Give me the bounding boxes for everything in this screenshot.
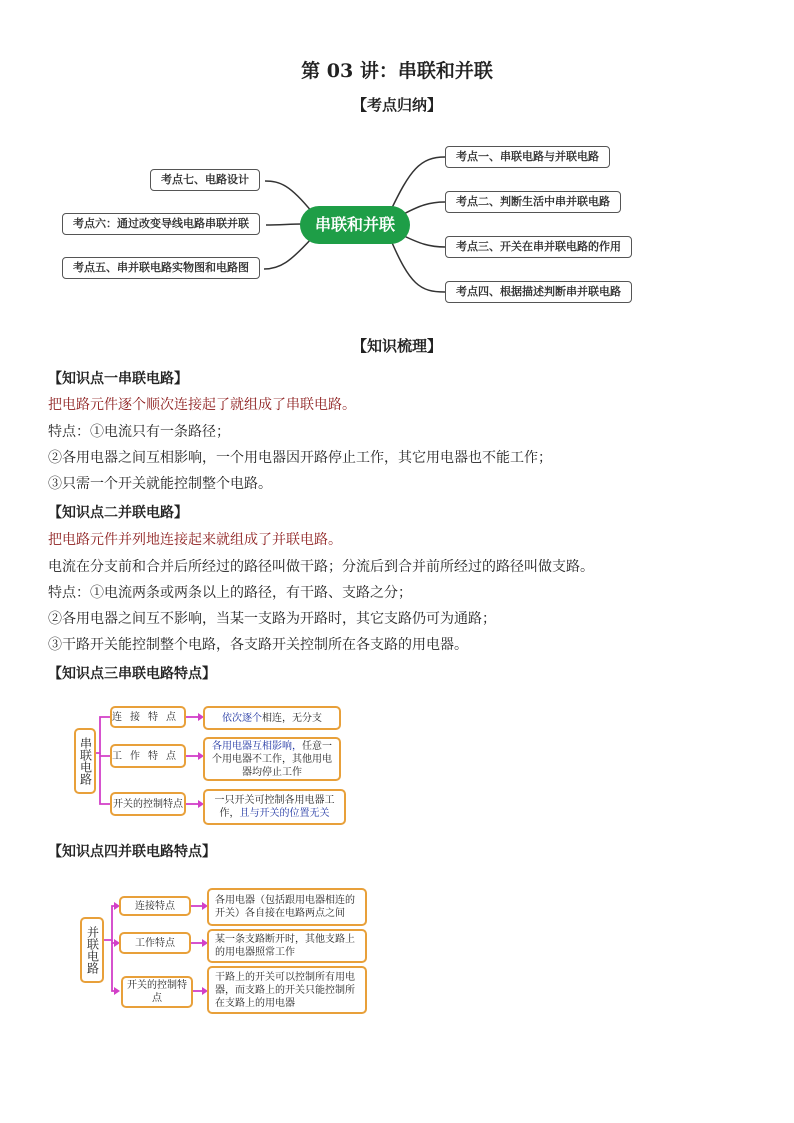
parallel-desc-connection: 各用电器（包括跟用电器相连的开关）各自接在电路两点之间 bbox=[207, 888, 367, 926]
mindmap-topic-2: 考点二、判断生活中串并联电路 bbox=[445, 191, 621, 213]
parallel-desc-work: 某一条支路断开时，其他支路上的用电器照常工作 bbox=[207, 929, 367, 963]
series-desc-connection: 依次逐个相连，无分支 bbox=[203, 706, 341, 730]
kp1-definition: 把电路元件逐个顺次连接起了就组成了串联电路。 bbox=[48, 397, 356, 413]
parallel-label-connection: 连接特点 bbox=[119, 896, 191, 916]
parallel-root: 并联电路 bbox=[80, 917, 104, 983]
kp1-heading: 【知识点一串联电路】 bbox=[48, 371, 188, 387]
series-desc-work: 各用电器互相影响，任意一个用电器不工作，其他用电器均停止工作 bbox=[203, 737, 341, 781]
section-heading-zhishi: 【知识梳理】 bbox=[351, 337, 442, 355]
connector-left-1 bbox=[265, 181, 312, 212]
series-label-connection: 连接特点 bbox=[110, 706, 186, 728]
kp2-line-4: ③干路开关能控制整个电路，各支路开关控制所在各支路的用电器。 bbox=[48, 637, 468, 653]
parallel-label-switch: 开关的控制特点 bbox=[121, 976, 193, 1008]
kp3-heading: 【知识点三串联电路特点】 bbox=[48, 666, 216, 682]
connector-left-2 bbox=[266, 224, 302, 225]
mindmap-connectors bbox=[0, 0, 794, 330]
kp2-definition: 把电路元件并列地连接起来就组成了并联电路。 bbox=[48, 532, 342, 548]
connector-right-3 bbox=[400, 234, 445, 247]
kp2-line-2: 特点：①电流两条或两条以上的路径，有干路、支路之分； bbox=[48, 585, 412, 601]
kp4-heading: 【知识点四并联电路特点】 bbox=[48, 844, 216, 860]
parallel-label-work: 工作特点 bbox=[119, 932, 191, 954]
kp2-line-1: 电流在分支前和合并后所经过的路径叫做干路；分流后到合并前所经过的路径叫做支路。 bbox=[48, 559, 594, 575]
kp1-line-3: ③只需一个开关就能控制整个电路。 bbox=[48, 476, 272, 492]
mindmap-topic-4: 考点四、根据描述判断串并联电路 bbox=[445, 281, 632, 303]
kp1-line-2: ②各用电器之间互相影响，一个用电器因开路停止工作，其它用电器也不能工作； bbox=[48, 450, 552, 466]
kp2-line-3: ②各用电器之间互不影响，当某一支路为开路时，其它支路仍可为通路； bbox=[48, 611, 496, 627]
series-root: 串联电路 bbox=[74, 728, 96, 794]
section-heading-kaodian: 【考点归纳】 bbox=[351, 96, 442, 114]
mindmap-topic-7: 考点七、电路设计 bbox=[150, 169, 260, 191]
mindmap-topic-5: 考点五、串并联电路实物图和电路图 bbox=[62, 257, 260, 279]
series-desc-switch: 一只开关可控制各用电器工作，且与开关的位置无关 bbox=[203, 789, 346, 825]
kp2-heading: 【知识点二并联电路】 bbox=[48, 505, 188, 521]
mindmap-topic-3: 考点三、开关在串并联电路的作用 bbox=[445, 236, 632, 258]
mindmap-topic-1: 考点一、串联电路与并联电路 bbox=[445, 146, 610, 168]
page-title: 第 03 讲：串联和并联 bbox=[301, 60, 493, 82]
mindmap-center: 串联和并联 bbox=[300, 206, 410, 244]
series-label-work: 工作特点 bbox=[110, 744, 186, 768]
series-label-switch: 开关的控制特点 bbox=[110, 792, 186, 816]
parallel-desc-switch: 干路上的开关可以控制所有用电器，而支路上的开关只能控制所在支路上的用电器 bbox=[207, 966, 367, 1014]
mindmap-topic-6: 考点六：通过改变导线电路串联并联 bbox=[62, 213, 260, 235]
connector-right-1 bbox=[390, 157, 445, 212]
connector-left-3 bbox=[264, 238, 312, 269]
kp1-line-1: 特点：①电流只有一条路径； bbox=[48, 424, 230, 440]
